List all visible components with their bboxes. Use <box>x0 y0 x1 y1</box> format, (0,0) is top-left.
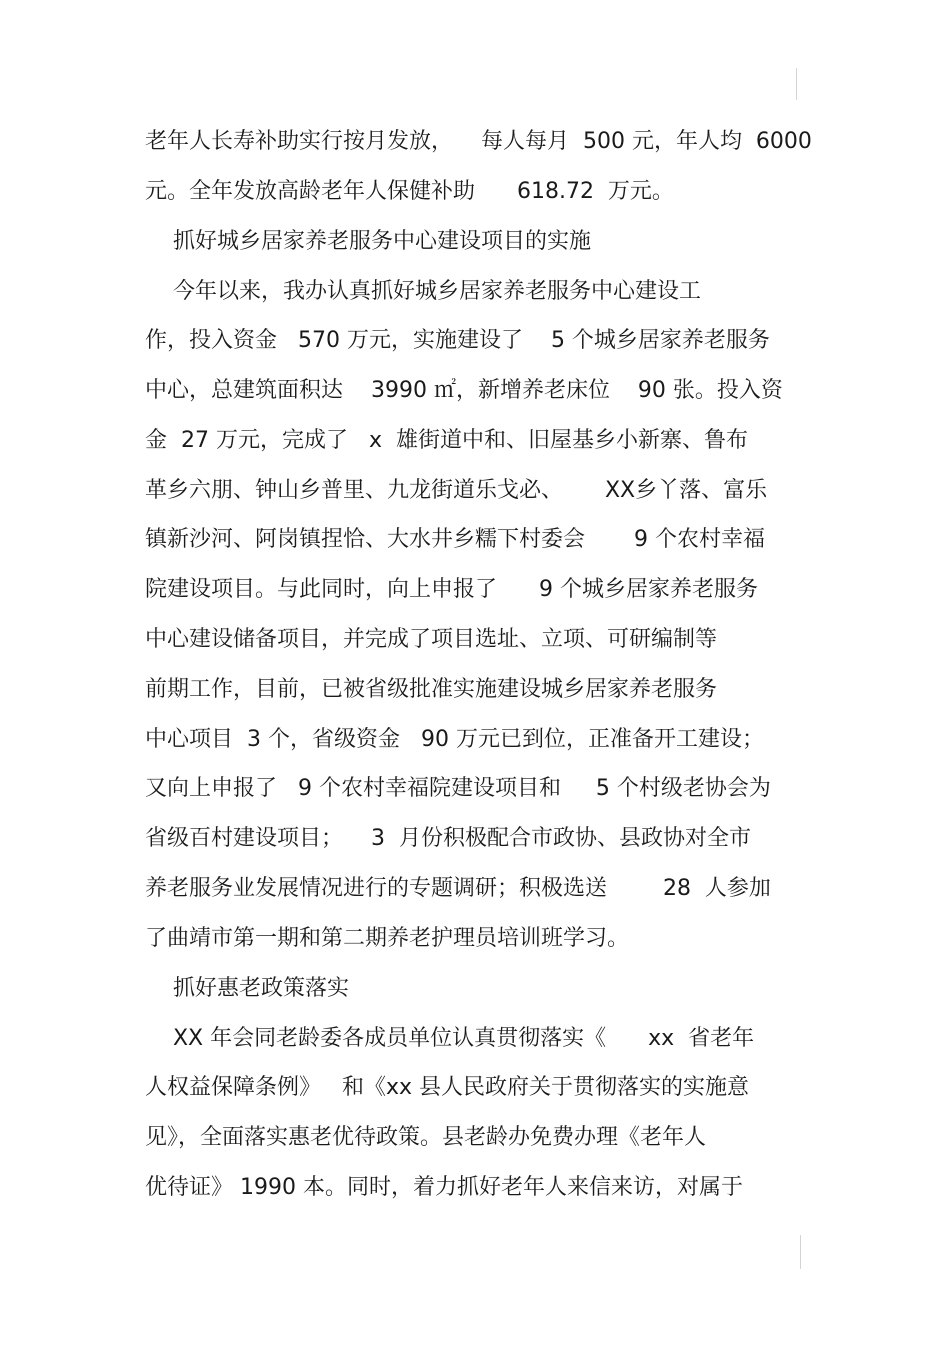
text-line: 今年以来，我办认真抓好城乡居家养老服务中心建设工 <box>145 279 701 304</box>
text-line: 养老服务业发展情况进行的专题调研；积极选送 28 人参加 <box>145 876 771 901</box>
text-line: 镇新沙河、阿岗镇捏恰、大水井乡糯下村委会 9 个农村幸福 <box>145 527 765 552</box>
text-line: 优待证》 1990 本。同时，着力抓好老年人来信来访，对属于 <box>145 1175 743 1200</box>
page-edge-mark-top <box>796 68 797 100</box>
section-heading: 抓好惠老政策落实 <box>145 976 349 1001</box>
text-line: 人权益保障条例》 和《xx 县人民政府关于贯彻落实的实施意 <box>145 1075 750 1100</box>
text-line: 中心项目 3 个，省级资金 90 万元已到位，正准备开工建设； <box>145 727 764 752</box>
text-line: 中心建设储备项目，并完成了项目选址、立项、可研编制等 <box>145 627 718 652</box>
text-line: 中心，总建筑面积达 3990 ㎡，新增养老床位 90 张。投入资 <box>145 378 783 403</box>
text-line: 革乡六朋、钟山乡普里、九龙街道乐戈必、 XX乡丫落、富乐 <box>145 478 768 503</box>
section-heading: 抓好城乡居家养老服务中心建设项目的实施 <box>145 229 591 254</box>
text-line: 见》，全面落实惠老优待政策。县老龄办免费办理《老年人 <box>145 1125 707 1150</box>
text-line: 金 27 万元，完成了 x 雄街道中和、旧屋基乡小新寨、鲁布 <box>145 428 748 453</box>
text-line: 老年人长寿补助实行按月发放， 每人每月 500 元，年人均 6000 <box>145 129 812 154</box>
text-line: 前期工作，目前，已被省级批准实施建设城乡居家养老服务 <box>145 677 718 702</box>
page-edge-mark-bottom <box>800 1235 801 1269</box>
text-line: 又向上申报了 9 个农村幸福院建设项目和 5 个村级老协会为 <box>145 776 771 801</box>
text-line: 了曲靖市第一期和第二期养老护理员培训班学习。 <box>145 926 630 951</box>
text-line: 院建设项目。与此同时，向上申报了 9 个城乡居家养老服务 <box>145 577 758 602</box>
text-line: 元。全年发放高龄老年人保健补助 618.72 万元。 <box>145 179 674 204</box>
text-line: 作，投入资金 570 万元，实施建设了 5 个城乡居家养老服务 <box>145 328 770 353</box>
text-line: 省级百村建设项目； 3 月份积极配合市政协、县政协对全市 <box>145 826 751 851</box>
text-line: XX 年会同老龄委各成员单位认真贯彻落实《 xx 省老年 <box>145 1026 755 1051</box>
